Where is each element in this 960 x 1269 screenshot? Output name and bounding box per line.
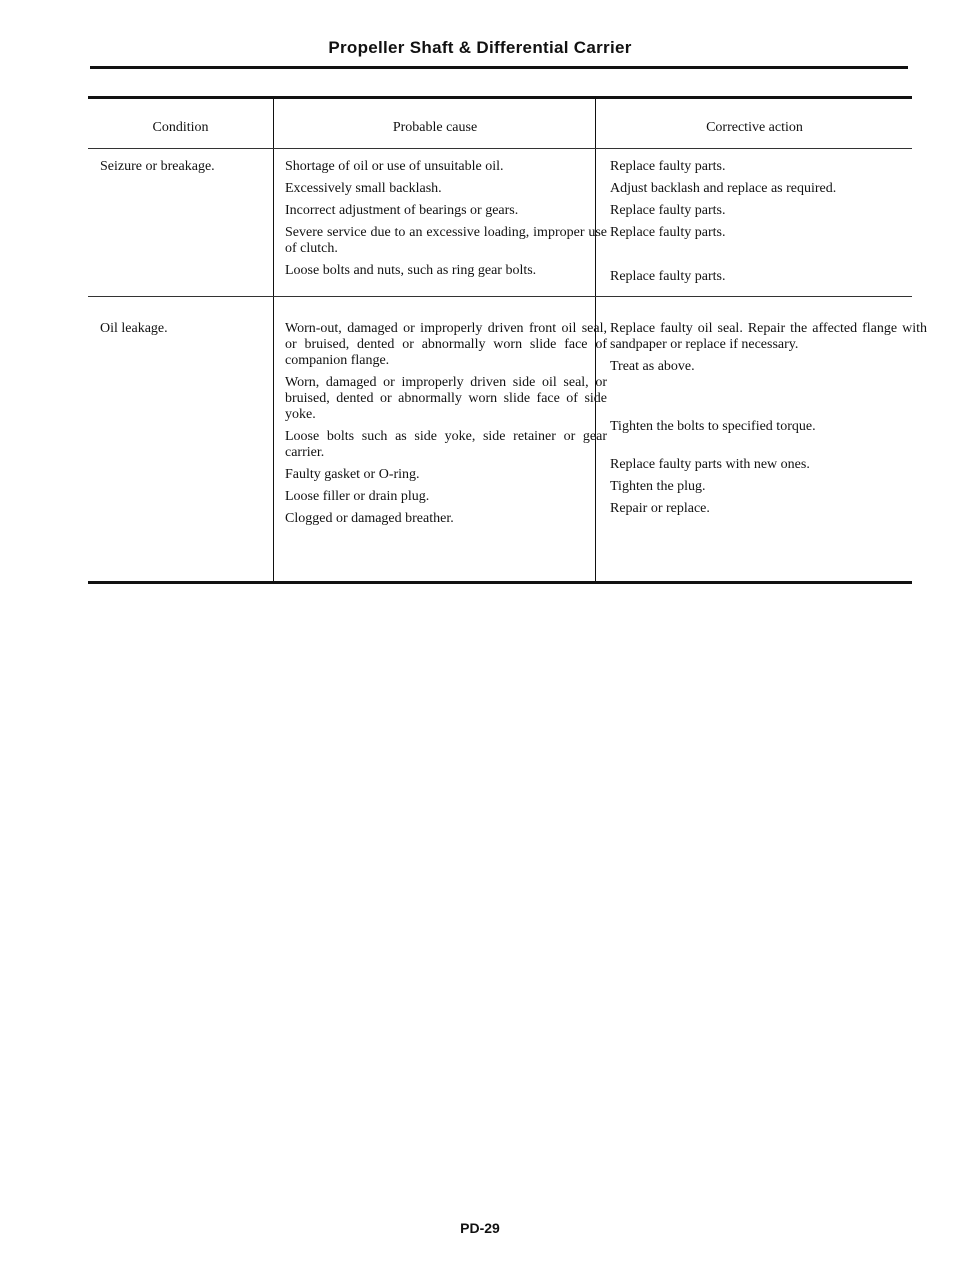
action-text: Replace faulty oil seal. Repair the affected flange with sandpaper or replace if necessary. <box>610 321 927 352</box>
action-text: Treat as above. <box>610 359 695 374</box>
page-number: PD-29 <box>460 1220 500 1236</box>
cause-text: Loose filler or drain plug. <box>285 489 430 504</box>
action-text: Replace faulty parts. <box>610 159 726 174</box>
cause-text: Severe service due to an excessive loading, improper use of clutch. <box>285 225 607 256</box>
condition-text: Oil leakage. <box>100 321 168 336</box>
cause-text: Shortage of oil or use of unsuitable oil. <box>285 159 504 174</box>
condition-cell <box>88 297 273 581</box>
column-header-condition: Condition <box>152 120 209 135</box>
action-text: Replace faulty parts. <box>610 225 726 240</box>
table-bottom-rule <box>88 581 912 584</box>
action-cell <box>595 149 939 296</box>
action-text: Repair or replace. <box>610 501 710 516</box>
cause-text: Worn, damaged or improperly driven side oil seal, or bruised, dented or abnormally worn slide face of side yoke. <box>285 375 607 422</box>
section-seizure <box>88 149 912 296</box>
section-oil-leakage <box>88 297 927 581</box>
action-cell <box>595 297 939 581</box>
action-text: Adjust backlash and replace as required. <box>610 181 837 196</box>
condition-cell <box>88 149 273 296</box>
header-rule <box>90 66 908 69</box>
action-text: Replace faulty parts with new ones. <box>610 457 810 472</box>
column-header-cause: Probable cause <box>273 99 596 148</box>
action-text: Replace faulty parts. <box>610 269 726 284</box>
cause-text: Faulty gasket or O-ring. <box>285 467 420 482</box>
cause-text: Loose bolts such as side yoke, side retainer or gear carrier. <box>285 429 607 460</box>
cause-cell <box>273 297 621 581</box>
action-text: Tighten the bolts to specified torque. <box>610 419 816 434</box>
cause-text: Incorrect adjustment of bearings or gears. <box>285 203 519 218</box>
column-header-action: Corrective action <box>595 99 913 148</box>
cause-cell <box>273 149 621 296</box>
table-header-row <box>88 99 912 148</box>
condition-text: Seizure or breakage. <box>100 159 215 174</box>
cause-text: Worn-out, damaged or improperly driven front oil seal, or bruised, dented or abnormally worn slide face of companion flange. <box>285 321 607 368</box>
cause-text: Clogged or damaged breather. <box>285 511 454 526</box>
action-text: Tighten the plug. <box>610 479 706 494</box>
cause-text: Excessively small backlash. <box>285 181 442 196</box>
cause-text: Loose bolts and nuts, such as ring gear bolts. <box>285 263 537 278</box>
action-text: Replace faulty parts. <box>610 203 726 218</box>
page-title: Propeller Shaft & Differential Carrier <box>328 38 632 57</box>
troubleshooting-table <box>88 96 927 584</box>
